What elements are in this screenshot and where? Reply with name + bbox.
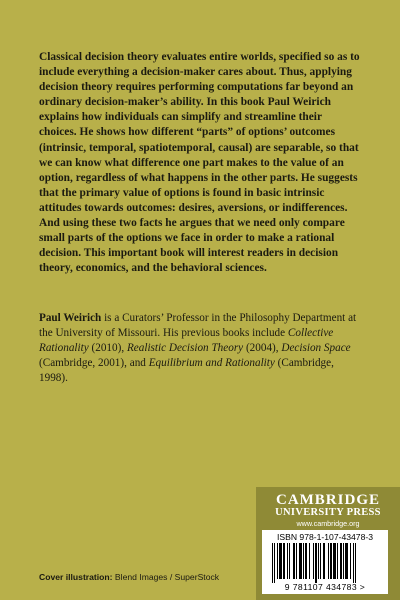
author-bio <box>39 311 361 386</box>
author-name: Paul Weirich <box>39 312 102 324</box>
book-title-2: Realistic Decision Theory <box>126 342 244 355</box>
cover-credit-label: Cover illustration: <box>39 572 113 582</box>
bio-text-1: is a Curators’ Professor in the Philosophy Department at the University of Missouri. His previous books include <box>39 312 357 340</box>
blurb-part-1: Classical decision theory evaluates entire worlds, specified so as to include everything a decision-maker cares about. Thus, applying decision theory requires performing computations far beyond an ordinary decision-maker’s ability. <box>39 51 360 109</box>
cover-credit-value: Blend Images / SuperStock <box>112 572 220 582</box>
barcode-box <box>262 530 388 594</box>
cover-illustration-credit <box>39 572 219 582</box>
barcode-icon <box>270 543 380 583</box>
bio-text-2: (2010), <box>88 342 127 355</box>
book-title-4: Equilibrium and Rationality <box>148 357 275 370</box>
bio-text-5: (Cambridge, 1998). <box>39 357 334 385</box>
blurb-part-2: In this book Paul Weirich explains how individuals can simplify and streamline their choices. He shows how different “parts” of options’ outcomes (intrinsic, temporal, spatiotemporal, causal) are separable, so that we can know what difference one part makes to the value of an option, regardless of what happens in the other parts. He suggests that the primary value of options is found in basic intrinsic attitudes towards outcomes: desires, aversions, or indifferences. And using these two facts he argues that we need only compare small parts of the options we face in order to make a rational decision. This important book will interest readers in decision theory, economics, and the behavioral sciences. <box>39 96 359 275</box>
barcode-digits: 9 781107 434783 > <box>284 582 366 592</box>
publisher-subtitle: UNIVERSITY PRESS <box>275 507 381 518</box>
book-title-1: Collective Rationality <box>39 327 334 355</box>
publisher-url: www.cambridge.org <box>296 519 360 528</box>
book-title-3: Decision Space <box>281 342 351 355</box>
bio-text-4: (Cambridge, 2001), and <box>39 357 149 370</box>
isbn-text: ISBN 978-1-107-43478-3 <box>276 532 374 542</box>
publisher-name: CAMBRIDGE <box>275 492 380 508</box>
back-cover-blurb <box>39 50 361 276</box>
bio-text-3: (2004), <box>243 342 282 355</box>
